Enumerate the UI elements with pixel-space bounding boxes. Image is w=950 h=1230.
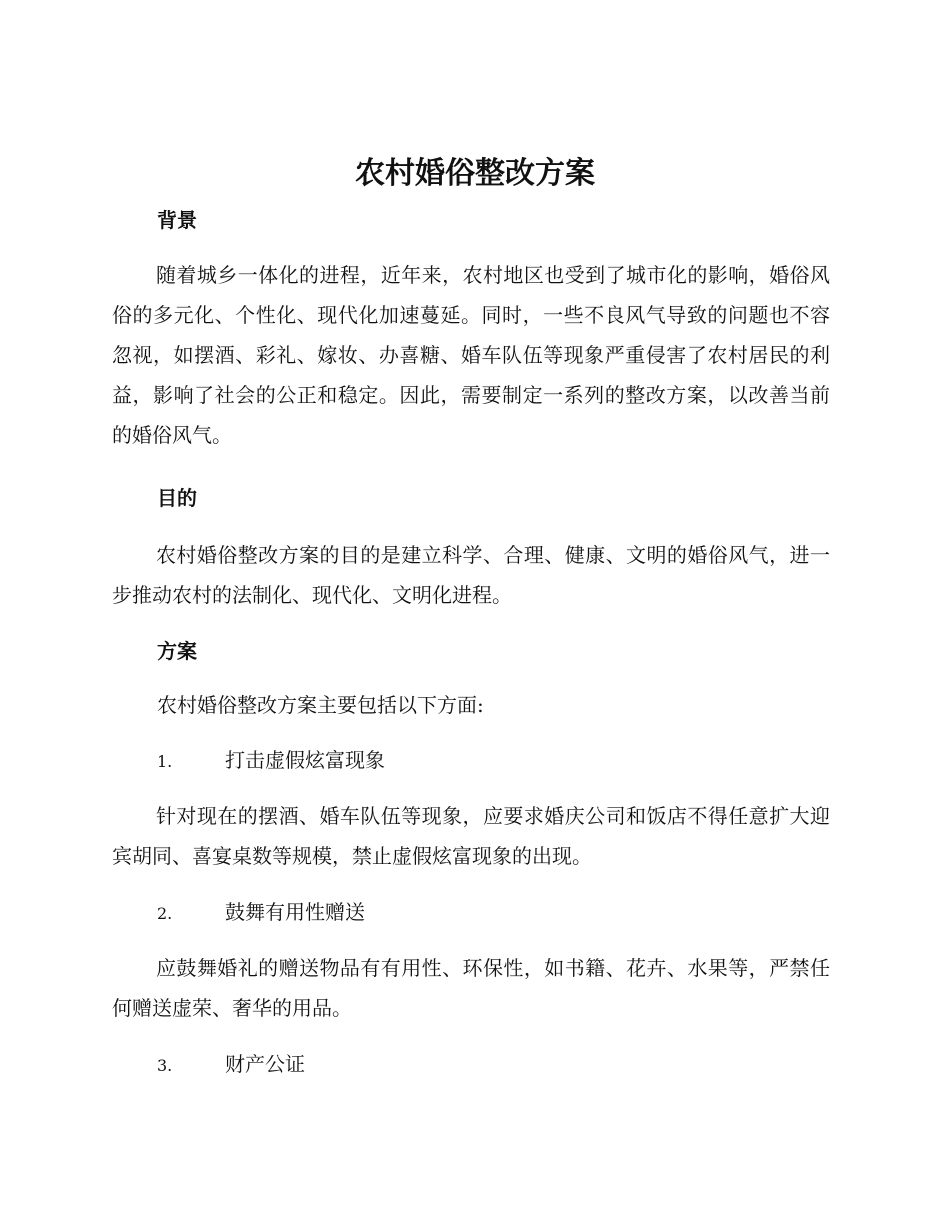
plan-intro: 农村婚俗整改方案主要包括以下方面: (157, 693, 484, 717)
list-item-title: 鼓舞有用性赠送 (225, 900, 365, 924)
section-heading-purpose: 目的 (157, 486, 197, 510)
plan-item-1 (157, 745, 837, 777)
list-number: 1. (157, 752, 173, 771)
plan-item-3 (157, 1049, 837, 1081)
list-number: 3. (157, 1056, 173, 1075)
list-item-title: 打击虚假炫富现象 (225, 748, 385, 772)
background-paragraph: 随着城乡一体化的进程，近年来，农村地区也受到了城市化的影响，婚俗风俗的多元化、个性化、现代化加速蔓延。同时，一些不良风气导致的问题也不容忽视，如摆酒、彩礼、嫁妆、办喜糖、婚车队伍等现象严重侵害了农村居民的利益，影响了社会的公正和稳定。因此，需要制定一系列的整改方案，以改善当前的婚俗风气。 (112, 263, 830, 447)
section-heading-background: 背景 (157, 208, 197, 232)
plan-item-2-paragraph: 应鼓舞婚礼的赠送物品有有用性、环保性，如书籍、花卉、水果等，严禁任何赠送虚荣、奢华的用品。 (112, 956, 830, 1020)
document-title: 农村婚俗整改方案 (355, 156, 595, 191)
plan-item-1-paragraph: 针对现在的摆酒、婚车队伍等现象，应要求婚庆公司和饭店不得任意扩大迎宾胡同、喜宴桌数等规模，禁止虚假炫富现象的出现。 (112, 804, 830, 868)
section-heading-plan: 方案 (157, 639, 197, 663)
plan-item-2 (157, 897, 837, 929)
purpose-paragraph: 农村婚俗整改方案的目的是建立科学、合理、健康、文明的婚俗风气，进一步推动农村的法制化、现代化、文明化进程。 (112, 543, 830, 607)
list-item-title: 财产公证 (225, 1052, 305, 1076)
list-number: 2. (157, 904, 173, 923)
